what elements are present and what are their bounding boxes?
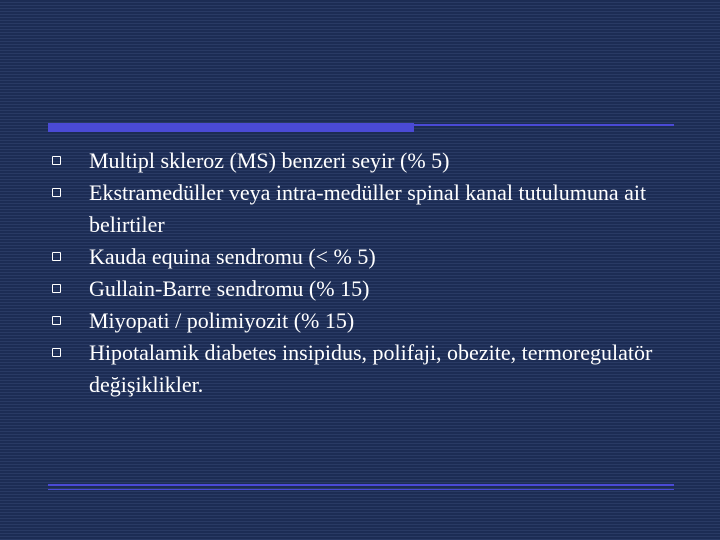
bullet-list: [50, 145, 690, 401]
list-item: [50, 241, 690, 273]
list-item-text: Kauda equina sendromu (< % 5): [89, 244, 376, 269]
bottom-divider-line-secondary: [48, 489, 674, 490]
hollow-square-bullet-icon: [52, 348, 61, 357]
top-accent-bar: [48, 123, 414, 132]
list-item: [50, 177, 690, 241]
hollow-square-bullet-icon: [52, 316, 61, 325]
list-item: [50, 305, 690, 337]
hollow-square-bullet-icon: [52, 188, 61, 197]
list-item: [50, 337, 690, 401]
list-item-text: Miyopati / polimiyozit (% 15): [89, 308, 355, 333]
list-item-text: Gullain-Barre sendromu (% 15): [89, 276, 370, 301]
list-item: [50, 145, 690, 177]
hollow-square-bullet-icon: [52, 156, 61, 165]
list-item-text: Hipotalamik diabetes insipidus, polifaji, obezite, termoregulatör değişiklikler.: [89, 340, 653, 397]
bottom-divider-line: [48, 484, 674, 486]
list-item-text: Multipl skleroz (MS) benzeri seyir (% 5): [89, 148, 450, 173]
hollow-square-bullet-icon: [52, 252, 61, 261]
list-item-text: Ekstramedüller veya intra-medüller spinal kanal tutulumuna ait belirtiler: [89, 180, 647, 237]
list-item: [50, 273, 690, 305]
hollow-square-bullet-icon: [52, 284, 61, 293]
